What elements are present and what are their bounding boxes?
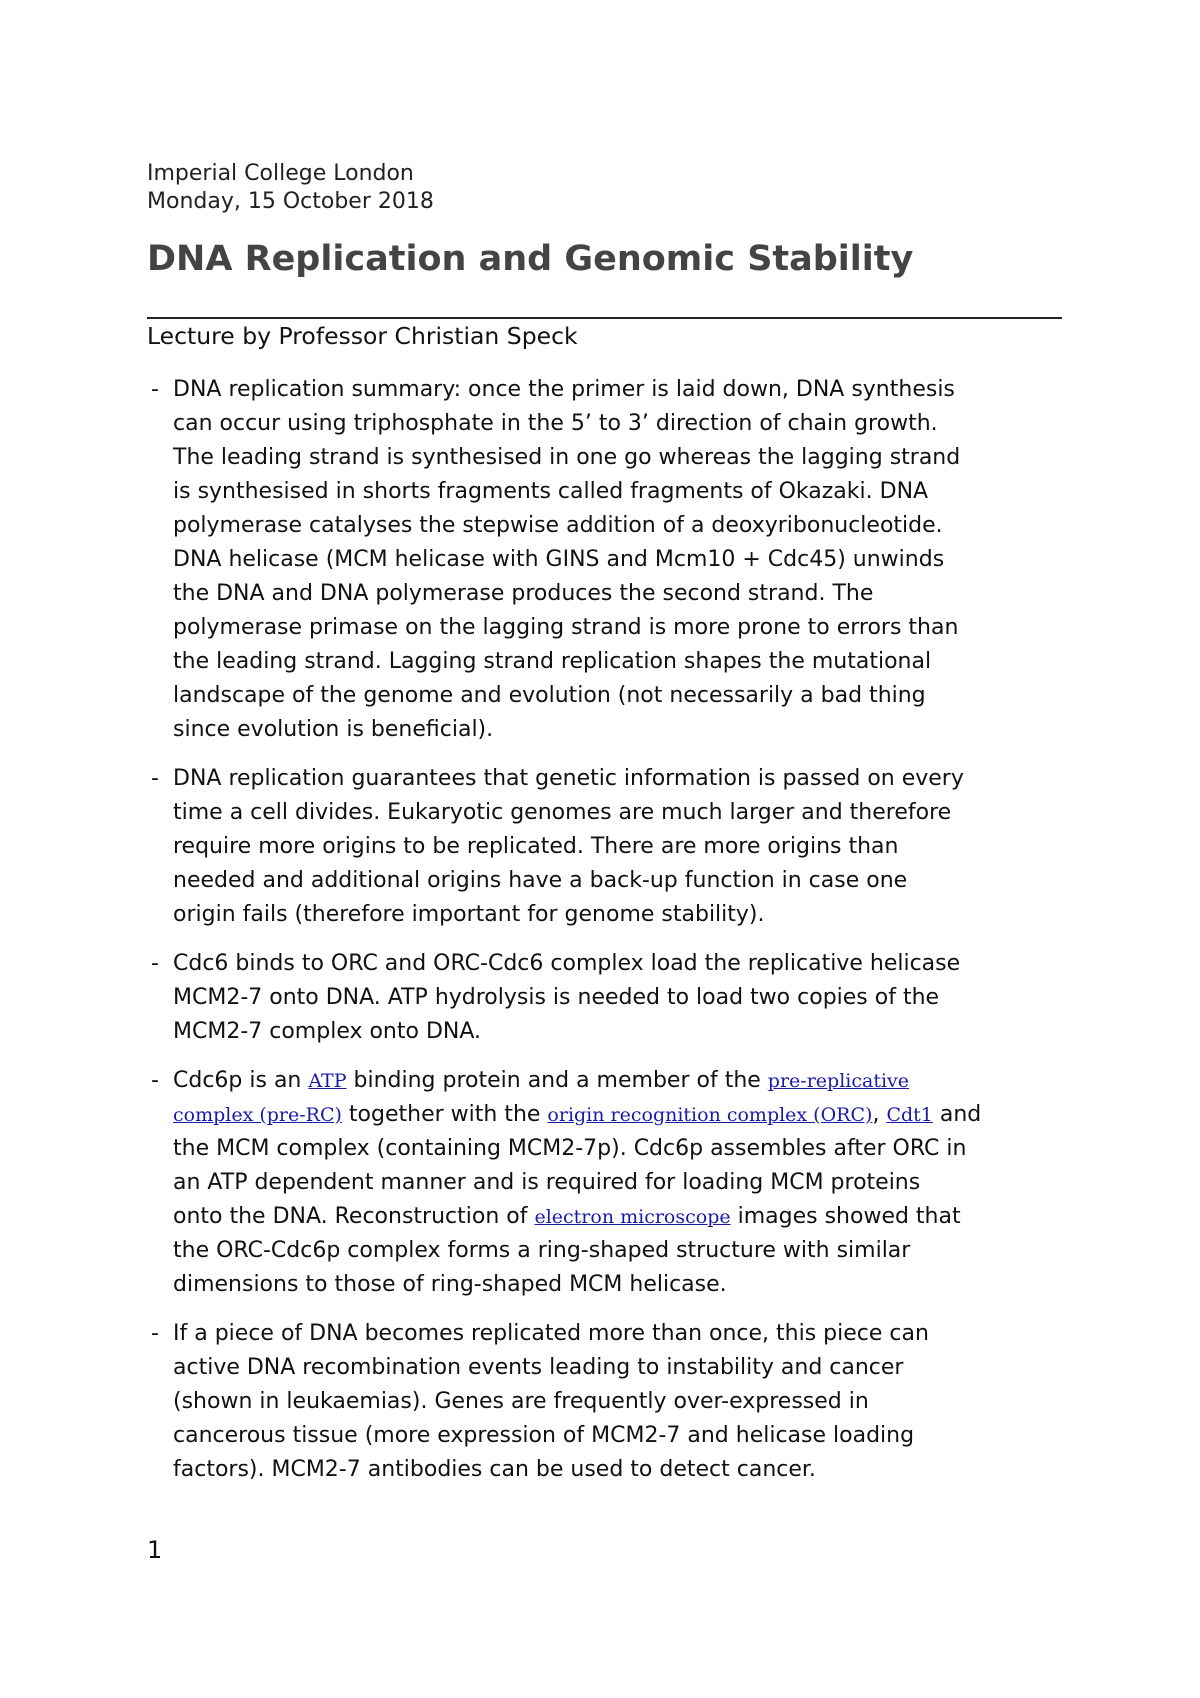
bullet-line: landscape of the genome and evolution (not necessarily a bad thing (173, 683, 926, 708)
bullet-line: time a cell divides. Eukaryotic genomes are much larger and therefore (173, 800, 952, 825)
bullet-line: cancerous tissue (more expression of MCM2-7 and helicase loading (173, 1423, 915, 1448)
bullet-line: MCM2-7 complex onto DNA. (173, 1019, 482, 1044)
bullet-line (173, 1064, 1077, 1098)
bullet-line: dimensions to those of ring-shaped MCM helicase. (173, 1272, 727, 1297)
bullet-line: since evolution is beneficial). (173, 717, 494, 742)
bullet-line (173, 1098, 1077, 1132)
cdt1-link[interactable]: Cdt1 (886, 1104, 933, 1126)
bullet-line: If a piece of DNA becomes replicated more than once, this piece can (173, 1321, 929, 1346)
bullet-item-1 (147, 373, 1077, 747)
text-run: and (932, 1102, 982, 1127)
text-run: together with the (341, 1102, 548, 1127)
bullet-line: Cdc6 binds to ORC and ORC-Cdc6 complex load the replicative helicase (173, 951, 961, 976)
bullet-item-5 (147, 1317, 1077, 1487)
bullet-line: the leading strand. Lagging strand replication shapes the mutational (173, 649, 932, 674)
title-divider (147, 317, 1062, 319)
bullet-line: DNA replication guarantees that genetic information is passed on every (173, 766, 964, 791)
bullet-item-2 (147, 762, 1077, 932)
bullet-line: require more origins to be replicated. There are more origins than (173, 834, 899, 859)
bullet-line (173, 1200, 1077, 1234)
document-title: DNA Replication and Genomic Stability (147, 239, 914, 279)
bullet-line: origin fails (therefore important for genome stability). (173, 902, 765, 927)
document-header (147, 160, 434, 216)
bullet-line: DNA helicase (MCM helicase with GINS and Mcm10 + Cdc45) unwinds (173, 547, 945, 572)
bullet-line: DNA replication summary: once the primer is laid down, DNA synthesis (173, 377, 955, 402)
bullet-line: the MCM complex (containing MCM2-7p). Cdc6p assembles after ORC in (173, 1136, 967, 1161)
electron-microscope-link[interactable]: electron microscope (534, 1206, 731, 1228)
text-run: onto the DNA. Reconstruction of (173, 1204, 535, 1229)
bullet-dash: - (151, 766, 159, 791)
origin-recognition-complex-link[interactable]: origin recognition complex (ORC) (547, 1104, 873, 1126)
bullet-line: can occur using triphosphate in the 5’ to 3’ direction of chain growth. (173, 411, 938, 436)
pre-replicative-complex-link[interactable]: pre-replicative (767, 1070, 910, 1092)
institution-name: Imperial College London (147, 161, 414, 186)
bullet-line: needed and additional origins have a back-up function in case one (173, 868, 908, 893)
bullet-dash: - (151, 1321, 159, 1346)
bullet-item-3 (147, 947, 1077, 1049)
lecture-date: Monday, 15 October 2018 (147, 189, 434, 214)
bullet-line: MCM2-7 onto DNA. ATP hydrolysis is needed to load two copies of the (173, 985, 940, 1010)
bullet-line: The leading strand is synthesised in one go whereas the lagging strand (173, 445, 961, 470)
bullet-dash: - (151, 951, 159, 976)
bullet-line: polymerase primase on the lagging strand is more prone to errors than (173, 615, 959, 640)
bullet-line: polymerase catalyses the stepwise addition of a deoxyribonucleotide. (173, 513, 943, 538)
bullet-line: the DNA and DNA polymerase produces the second strand. The (173, 581, 874, 606)
bullet-line: (shown in leukaemias). Genes are frequently over-expressed in (173, 1389, 869, 1414)
text-run: Cdc6p is an (173, 1068, 309, 1093)
atp-link[interactable]: ATP (308, 1070, 347, 1092)
bullet-line: the ORC-Cdc6p complex forms a ring-shaped structure with similar (173, 1238, 911, 1263)
lecture-heading: Lecture by Professor Christian Speck (147, 322, 578, 350)
bullet-line: an ATP dependent manner and is required for loading MCM proteins (173, 1170, 921, 1195)
bullet-line: active DNA recombination events leading to instability and cancer (173, 1355, 904, 1380)
text-run: binding protein and a member of the (346, 1068, 768, 1093)
bullet-dash: - (151, 377, 159, 402)
pre-replicative-complex-link[interactable]: complex (pre-RC) (173, 1104, 342, 1126)
text-run: , (872, 1102, 887, 1127)
bullet-list (147, 373, 1077, 1502)
bullet-line: is synthesised in shorts fragments called fragments of Okazaki. DNA (173, 479, 929, 504)
text-run: images showed that (730, 1204, 961, 1229)
bullet-dash: - (151, 1068, 159, 1093)
bullet-item-4 (147, 1064, 1077, 1302)
bullet-line: factors). MCM2-7 antibodies can be used to detect cancer. (173, 1457, 816, 1482)
page-number: 1 (147, 1536, 163, 1564)
